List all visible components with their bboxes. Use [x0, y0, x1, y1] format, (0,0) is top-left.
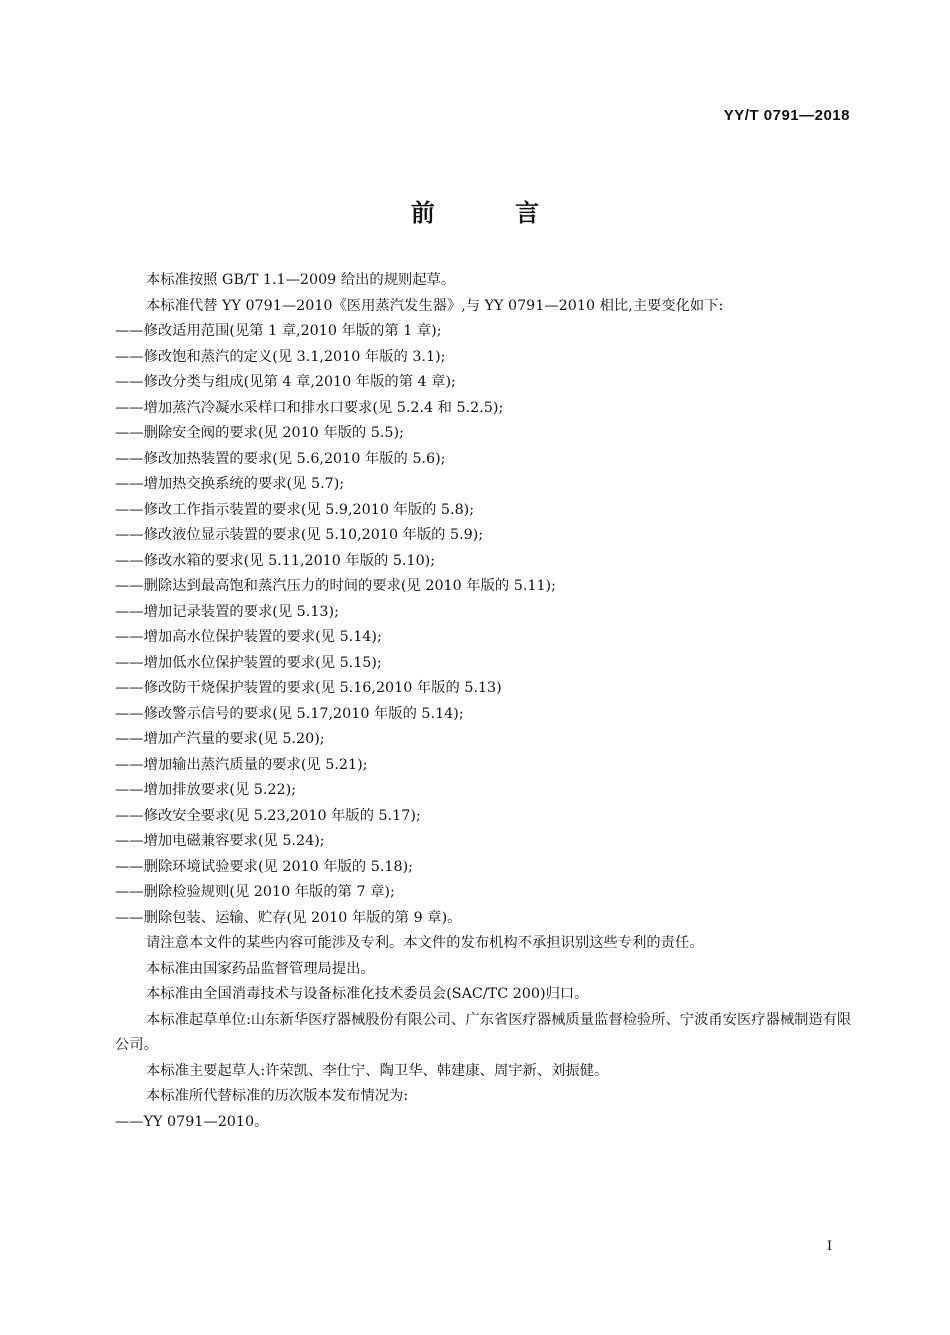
change-item: ——修改饱和蒸汽的定义(见 3.1,2010 年版的 3.1);	[115, 348, 446, 365]
change-item: ——删除检验规则(见 2010 年版的第 7 章);	[115, 884, 395, 900]
history-item: ——YY 0791—2010。	[115, 1113, 269, 1130]
proposed-by: 本标准由国家药品监督管理局提出。	[146, 960, 375, 977]
change-item: ——增加高水位保护装置的要求(见 5.14);	[115, 629, 382, 645]
change-item: ——修改水箱的要求(见 5.11,2010 年版的 5.10);	[115, 552, 436, 569]
change-item: ——修改警示信号的要求(见 5.17,2010 年版的 5.14);	[115, 705, 464, 722]
content-body	[115, 268, 855, 1135]
document-code: YY/T 0791—2018	[723, 107, 850, 124]
change-item: ——删除安全阀的要求(见 2010 年版的 5.5);	[115, 425, 404, 441]
change-item: ——删除环境试验要求(见 2010 年版的 5.18);	[115, 858, 413, 875]
page-number: I	[827, 1238, 832, 1254]
change-item: ——增加输出蒸汽质量的要求(见 5.21);	[115, 756, 368, 773]
change-item: ——修改加热装置的要求(见 5.6,2010 年版的 5.6);	[115, 450, 446, 467]
history-heading: 本标准所代替标准的历次版本发布情况为:	[146, 1088, 409, 1104]
change-item: ——修改适用范围(见第 1 章,2010 年版的第 1 章);	[115, 323, 442, 339]
replacement-paragraph: 本标准代替 YY 0791—2010《医用蒸汽发生器》,与 YY 0791—2010 相比,主要变化如下:	[146, 297, 724, 314]
change-item: ——增加低水位保护装置的要求(见 5.15);	[115, 654, 382, 671]
drafting-rule-paragraph: 本标准按照 GB/T 1.1—2009 给出的规则起草。	[146, 272, 456, 288]
drafters: 本标准主要起草人:许荣凯、李仕宁、陶卫华、韩建康、周宇新、刘振健。	[146, 1062, 609, 1079]
page-title: 前 言	[410, 199, 576, 227]
change-item: ——增加排放要求(见 5.22);	[115, 782, 297, 798]
change-item: ——删除达到最高饱和蒸汽压力的时间的要求(见 2010 年版的 5.11);	[115, 578, 556, 594]
change-item: ——修改分类与组成(见第 4 章,2010 年版的第 4 章);	[115, 374, 456, 390]
change-item: ——增加蒸汽冷凝水采样口和排水口要求(见 5.2.4 和 5.2.5);	[115, 399, 504, 416]
change-item: ——增加电磁兼容要求(见 5.24);	[115, 833, 325, 849]
change-item: ——增加记录装置的要求(见 5.13);	[115, 603, 339, 620]
change-item: ——删除包装、运输、贮存(见 2010 年版的第 9 章)。	[115, 909, 462, 926]
change-item: ——修改安全要求(见 5.23,2010 年版的 5.17);	[115, 807, 421, 824]
change-item: ——修改液位显示装置的要求(见 5.10,2010 年版的 5.9);	[115, 527, 484, 543]
drafting-units: 本标准起草单位:山东新华医疗器械股份有限公司、广东省医疗器械质量监督检验所、宁波甬安医疗器械制造有限公司。	[115, 1011, 852, 1053]
change-item: ——增加产汽量的要求(见 5.20);	[115, 731, 325, 747]
changes-list	[115, 319, 855, 931]
change-item: ——修改工作指示装置的要求(见 5.9,2010 年版的 5.8);	[115, 501, 475, 518]
administered-by: 本标准由全国消毒技术与设备标准化技术委员会(SAC/TC 200)归口。	[146, 986, 589, 1002]
change-item: ——增加热交换系统的要求(见 5.7);	[115, 476, 345, 492]
patent-notice: 请注意本文件的某些内容可能涉及专利。本文件的发布机构不承担识别这些专利的责任。	[146, 935, 704, 951]
change-item: ——修改防干烧保护装置的要求(见 5.16,2010 年版的 5.13)	[115, 680, 502, 696]
